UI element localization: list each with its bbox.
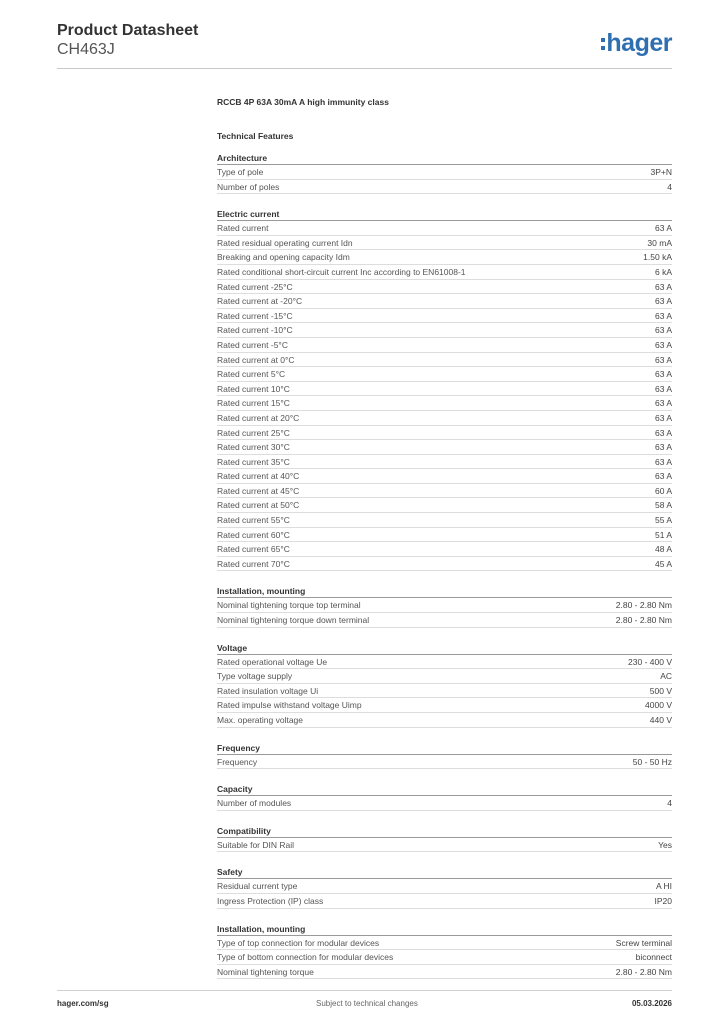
feature-label: Rated current at 50°C — [217, 500, 300, 511]
datasheet-content — [217, 96, 672, 993]
product-title: RCCB 4P 63A 30mA A high immunity class — [217, 97, 389, 107]
section-title: Compatibility — [217, 825, 672, 838]
header-divider — [57, 68, 672, 69]
section-title: Installation, mounting — [217, 923, 672, 936]
feature-row — [217, 338, 672, 353]
feature-value: 63 A — [654, 325, 672, 336]
feature-row — [217, 396, 672, 411]
feature-label: Rated current 15°C — [217, 398, 290, 409]
feature-value: 63 A — [654, 383, 672, 394]
page-title: Product Datasheet — [57, 22, 199, 39]
feature-value: Yes — [658, 839, 672, 850]
feature-label: Rated impulse withstand voltage Uimp — [217, 700, 362, 711]
feature-value: IP20 — [654, 895, 672, 906]
feature-value: 55 A — [654, 515, 672, 526]
feature-row — [217, 250, 672, 265]
feature-label: Number of modules — [217, 798, 292, 809]
feature-label: Type of pole — [217, 167, 264, 177]
feature-label: Rated current at 0°C — [217, 354, 295, 365]
feature-value: 4000 V — [645, 700, 672, 711]
feature-section — [217, 152, 672, 194]
feature-row — [217, 557, 672, 572]
feature-value: 51 A — [654, 529, 672, 540]
feature-label: Type voltage supply — [217, 671, 293, 682]
section-title: Electric current — [217, 208, 672, 221]
feature-value: biconnect — [635, 952, 672, 963]
feature-label: Rated current -15°C — [217, 310, 293, 321]
feature-value: 2.80 - 2.80 Nm — [615, 615, 672, 626]
feature-section — [217, 742, 672, 770]
feature-label: Rated current at 40°C — [217, 471, 300, 482]
feature-sections — [217, 152, 672, 979]
feature-row — [217, 613, 672, 628]
feature-row — [217, 455, 672, 470]
feature-row — [217, 426, 672, 441]
feature-row — [217, 684, 672, 699]
feature-label: Rated current 55°C — [217, 515, 290, 526]
feature-value: 6 kA — [654, 266, 672, 277]
feature-label: Residual current type — [217, 881, 298, 892]
feature-row — [217, 936, 672, 951]
feature-label: Rated current -10°C — [217, 325, 293, 336]
feature-label: Nominal tightening torque top terminal — [217, 600, 361, 611]
feature-row — [217, 879, 672, 894]
section-title: Frequency — [217, 742, 672, 755]
feature-label: Max. operating voltage — [217, 715, 303, 725]
feature-row — [217, 950, 672, 965]
feature-value: 45 A — [654, 558, 672, 569]
feature-value: 60 A — [654, 485, 672, 496]
feature-label: Rated current 35°C — [217, 456, 290, 467]
feature-label: Suitable for DIN Rail — [217, 839, 295, 850]
section-title: Capacity — [217, 783, 672, 796]
feature-row — [217, 280, 672, 295]
footer-date: 05.03.2026 — [631, 999, 672, 1008]
feature-row — [217, 353, 672, 368]
feature-value: 63 A — [654, 471, 672, 482]
feature-row — [217, 484, 672, 499]
feature-label: Rated conditional short-circuit current Inc according to EN61008-1 — [217, 266, 466, 277]
feature-row — [217, 469, 672, 484]
feature-row — [217, 838, 672, 853]
feature-section — [217, 642, 672, 728]
feature-row — [217, 598, 672, 613]
feature-section — [217, 783, 672, 811]
feature-label: Rated current 30°C — [217, 442, 290, 453]
feature-label: Rated current -25°C — [217, 281, 293, 292]
feature-label: Nominal tightening torque down terminal — [217, 615, 370, 626]
feature-value: 440 V — [649, 715, 672, 725]
datasheet-header — [57, 22, 198, 59]
feature-value: 2.80 - 2.80 Nm — [615, 966, 672, 977]
feature-label: Type of bottom connection for modular devices — [217, 952, 394, 963]
feature-row — [217, 309, 672, 324]
section-title: Architecture — [217, 152, 672, 165]
feature-label: Rated current at -20°C — [217, 296, 303, 307]
footer-notice: Subject to technical changes — [316, 999, 418, 1008]
feature-label: Rated current at 45°C — [217, 485, 300, 496]
feature-value: 63 A — [654, 310, 672, 321]
feature-section — [217, 866, 672, 908]
feature-row — [217, 698, 672, 713]
feature-value: 500 V — [649, 685, 672, 696]
section-title: Installation, mounting — [217, 585, 672, 598]
feature-label: Rated current -5°C — [217, 339, 288, 350]
feature-row — [217, 655, 672, 670]
feature-row — [217, 265, 672, 280]
feature-label: Rated current 70°C — [217, 558, 290, 569]
feature-value: 48 A — [654, 544, 672, 555]
feature-value: 4 — [667, 798, 672, 809]
feature-label: Rated current 60°C — [217, 529, 290, 540]
feature-row — [217, 498, 672, 513]
feature-value: 63 A — [654, 456, 672, 467]
feature-value: 2.80 - 2.80 Nm — [615, 600, 672, 611]
feature-label: Rated current at 20°C — [217, 412, 300, 423]
feature-row — [217, 669, 672, 684]
feature-value: 63 A — [654, 427, 672, 438]
features-title: Technical Features — [217, 131, 294, 141]
feature-section — [217, 585, 672, 627]
feature-row — [217, 440, 672, 455]
feature-value: 3P+N — [650, 167, 672, 177]
logo-text: hager — [606, 29, 672, 57]
feature-label: Number of poles — [217, 181, 280, 192]
hager-logo — [601, 28, 672, 58]
feature-row — [217, 294, 672, 309]
feature-section — [217, 923, 672, 980]
feature-row — [217, 180, 672, 195]
feature-value: 30 mA — [647, 237, 672, 248]
feature-label: Nominal tightening torque — [217, 966, 314, 977]
feature-value: 58 A — [654, 500, 672, 511]
feature-value: 63 A — [654, 398, 672, 409]
feature-value: 50 - 50 Hz — [632, 756, 672, 767]
feature-value: 4 — [667, 181, 672, 192]
feature-value: 63 A — [654, 281, 672, 292]
feature-row — [217, 528, 672, 543]
feature-label: Rated current 65°C — [217, 544, 290, 555]
feature-row — [217, 713, 672, 728]
feature-row — [217, 165, 672, 180]
feature-row — [217, 382, 672, 397]
feature-section — [217, 825, 672, 853]
feature-value: AC — [660, 671, 672, 682]
feature-value: 63 A — [654, 354, 672, 365]
feature-value: 63 A — [654, 369, 672, 380]
feature-label: Rated residual operating current Idn — [217, 237, 353, 248]
feature-value: 63 A — [654, 223, 672, 234]
footer — [57, 990, 672, 1013]
feature-value: 1.50 kA — [643, 252, 672, 263]
feature-label: Breaking and opening capacity Idm — [217, 252, 350, 263]
feature-value: 63 A — [654, 442, 672, 453]
feature-label: Rated insulation voltage Ui — [217, 685, 319, 696]
section-title: Safety — [217, 866, 672, 879]
feature-value: 63 A — [654, 339, 672, 350]
feature-row — [217, 323, 672, 338]
feature-row — [217, 411, 672, 426]
feature-row — [217, 542, 672, 557]
feature-row — [217, 755, 672, 770]
feature-row — [217, 796, 672, 811]
feature-value: 63 A — [654, 296, 672, 307]
feature-label: Ingress Protection (IP) class — [217, 895, 324, 906]
feature-value: 63 A — [654, 412, 672, 423]
section-title: Voltage — [217, 642, 672, 655]
feature-label: Rated current 5°C — [217, 369, 286, 380]
feature-label: Frequency — [217, 756, 258, 767]
feature-row — [217, 367, 672, 382]
feature-label: Type of top connection for modular devices — [217, 937, 380, 948]
feature-value: 230 - 400 V — [628, 656, 672, 667]
feature-row — [217, 513, 672, 528]
feature-label: Rated current 10°C — [217, 383, 290, 394]
feature-row — [217, 894, 672, 909]
feature-row — [217, 965, 672, 980]
feature-value: Screw terminal — [615, 937, 672, 948]
feature-row — [217, 236, 672, 251]
feature-label: Rated current — [217, 223, 269, 234]
feature-value: A HI — [655, 881, 672, 892]
feature-row — [217, 221, 672, 236]
feature-label: Rated operational voltage Ue — [217, 656, 328, 667]
feature-section — [217, 208, 672, 571]
feature-label: Rated current 25°C — [217, 427, 290, 438]
product-reference: CH463J — [57, 41, 115, 58]
footer-website: hager.com/sg — [57, 999, 109, 1008]
